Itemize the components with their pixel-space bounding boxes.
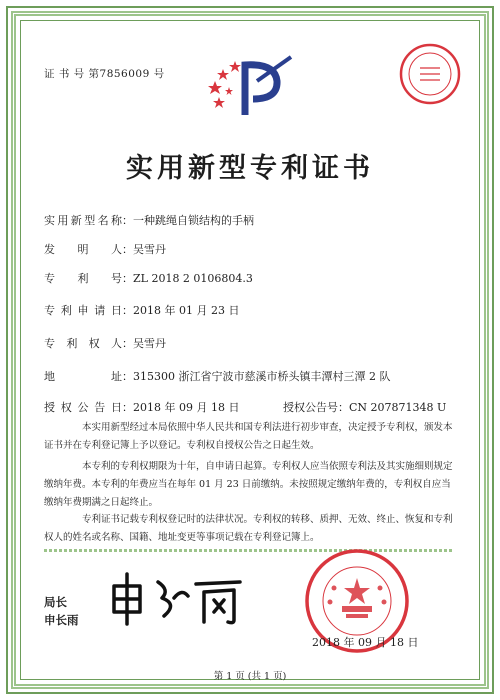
field-application-date: 专利申请日：2018 年 01 月 23 日 xyxy=(44,304,240,317)
field-grant-number: 授权公告号：CN 207871348 U xyxy=(283,401,447,414)
field-value: 2018 年 01 月 23 日 xyxy=(133,304,240,317)
certificate-title: 实用新型专利证书 xyxy=(126,153,374,184)
field-label: 专利号 xyxy=(44,272,122,285)
field-inventor: 发明人：吴雪丹 xyxy=(44,243,166,256)
field-value: 吴雪丹 xyxy=(133,243,166,256)
director-name: 申长雨 xyxy=(44,613,79,627)
field-patent-number: 专利号：ZL 2018 2 0106804.3 xyxy=(44,272,253,285)
field-value: 一种跳绳自锁结构的手柄 xyxy=(133,214,254,227)
certificate-number: 证 书 号 第7856009 号 xyxy=(44,68,165,80)
field-grant-date: 授权公告日：2018 年 09 月 18 日 xyxy=(44,401,240,414)
field-value: 315300 浙江省宁波市慈溪市桥头镇丰潭村三潭 2 队 xyxy=(133,370,391,383)
field-label: 地址 xyxy=(44,370,122,383)
cnipa-logo-icon xyxy=(205,55,295,117)
director-signature-icon xyxy=(100,568,250,628)
issue-date: 2018 年 09 月 18 日 xyxy=(312,636,419,649)
field-value: CN 207871348 U xyxy=(349,401,447,414)
page-footer: 第 1 页 (共 1 页) xyxy=(213,671,287,682)
field-label: 专利权人 xyxy=(44,337,122,350)
registration-seal-icon xyxy=(398,42,462,106)
paragraph-grant: 本实用新型经过本局依照中华人民共和国专利法进行初步审查，决定授予专利权，颁发本证书并在专利登记簿上予以登记。专利权自授权公告之日起生效。 xyxy=(44,422,453,451)
field-value: ZL 2018 2 0106804.3 xyxy=(133,272,253,285)
field-address: 地址：315300 浙江省宁波市慈溪市桥头镇丰潭村三潭 2 队 xyxy=(44,370,391,383)
field-patentee: 专利权人：吴雪丹 xyxy=(44,337,166,350)
field-utility-model-name: 实用新型名称：一种跳绳自锁结构的手柄 xyxy=(44,214,254,227)
field-label: 授权公告号 xyxy=(283,401,338,414)
field-value: 吴雪丹 xyxy=(133,337,166,350)
field-value: 2018 年 09 月 18 日 xyxy=(133,401,240,414)
field-label: 授权公告日 xyxy=(44,401,122,414)
director-title: 局长 xyxy=(44,595,67,609)
field-label: 专利申请日 xyxy=(44,304,122,317)
field-label: 实用新型名称 xyxy=(44,214,122,227)
paragraph-term: 本专利的专利权期限为十年，自申请日起算。专利权人应当依照专利法及其实施细则规定缴纳年费。本专利的年费应当在每年 01 月 23 日前缴纳。未按照规定缴纳年费的，专利权自应当缴纳年费期满之日起终止。 xyxy=(44,461,453,508)
paragraph-legal-status: 专利证书记载专利权登记时的法律状况。专利权的转移、质押、无效、终止、恢复和专利权人的姓名或名称、国籍、地址变更等事项记载在专利登记簿上。 xyxy=(44,514,453,543)
field-label: 发明人 xyxy=(44,243,122,256)
